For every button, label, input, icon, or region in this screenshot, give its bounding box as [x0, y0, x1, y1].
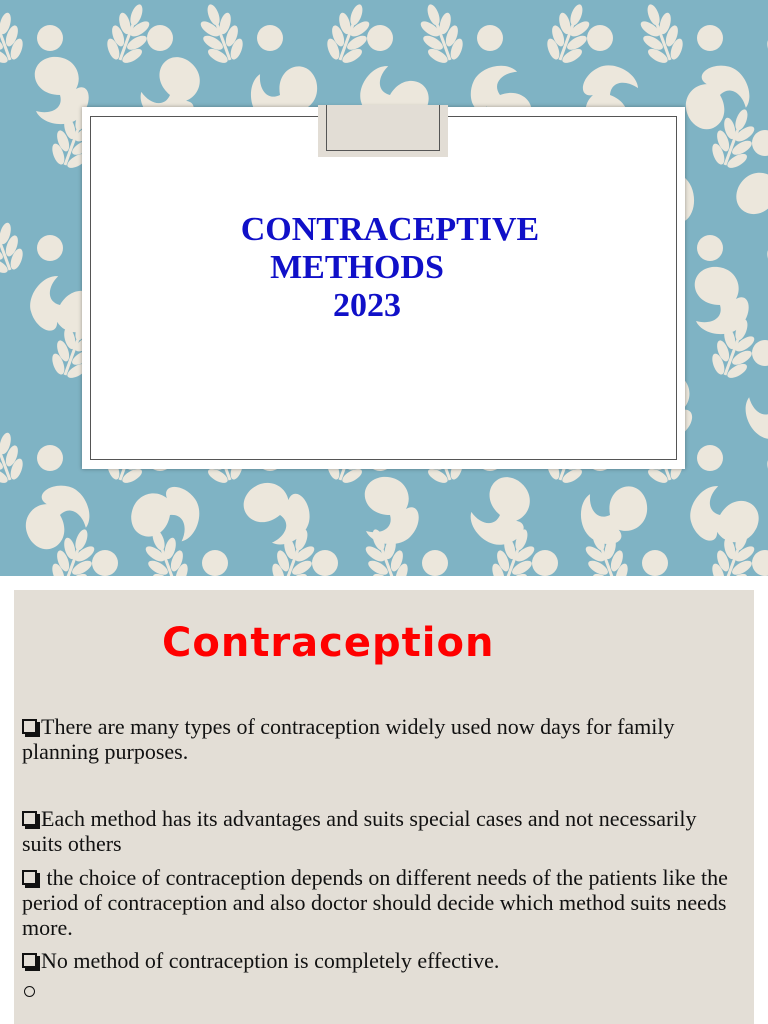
- paisley-swirl-icon: [737, 369, 768, 449]
- dot-icon: [752, 340, 768, 366]
- dot-icon: [532, 550, 558, 576]
- hollow-square-bullet-icon: [22, 953, 37, 968]
- paisley-swirl-icon: [729, 156, 768, 236]
- bullet-item: No method of contraception is completely effective.: [22, 948, 742, 973]
- leaf-sprig-icon: [630, 0, 691, 71]
- content-slide[interactable]: [0, 576, 768, 1024]
- leaf-sprig-icon: [759, 207, 768, 280]
- dot-icon: [697, 235, 723, 261]
- dot-icon: [642, 550, 668, 576]
- dot-icon: [257, 25, 283, 51]
- dot-icon: [312, 550, 338, 576]
- paisley-swirl-icon: [577, 484, 653, 549]
- leaf-sprig-icon: [0, 417, 31, 490]
- bullet-item: Each method has its advantages and suits special cases and not necessarily suits others: [22, 806, 697, 856]
- hollow-square-bullet-icon: [22, 811, 37, 826]
- dot-icon: [37, 25, 63, 51]
- empty-bullet-circle-icon: [24, 986, 35, 997]
- leaf-sprig-icon: [0, 207, 31, 280]
- content-panel: [14, 590, 754, 1024]
- dot-icon: [697, 445, 723, 471]
- bullet-item: There are many types of contraception widely used now days for family planning purposes.: [22, 714, 675, 764]
- bullet-list: [22, 714, 742, 973]
- hollow-square-bullet-icon: [22, 870, 37, 885]
- title-line-2: METHODS: [270, 249, 444, 286]
- paisley-swirl-icon: [462, 470, 547, 556]
- leaf-sprig-icon: [0, 0, 31, 71]
- bullet-item: the choice of contraception depends on different needs of the patients like the period of contraception and also doctor should decide which method suits needs more.: [22, 865, 728, 940]
- dot-icon: [587, 25, 613, 51]
- dot-icon: [477, 25, 503, 51]
- slide-title: [82, 211, 662, 325]
- title-card: [82, 107, 685, 469]
- dot-icon: [92, 550, 118, 576]
- leaf-sprig-icon: [410, 0, 471, 71]
- title-card-tab: [318, 105, 448, 157]
- slide-heading: Contraception: [162, 620, 495, 666]
- dot-icon: [147, 25, 173, 51]
- dot-icon: [37, 445, 63, 471]
- leaf-sprig-icon: [190, 0, 251, 71]
- title-line-3: 2023: [333, 287, 401, 324]
- dot-icon: [202, 550, 228, 576]
- dot-icon: [367, 25, 393, 51]
- dot-icon: [697, 25, 723, 51]
- dot-icon: [752, 130, 768, 156]
- title-line-1: CONTRACEPTIVE: [240, 211, 540, 248]
- paisley-swirl-icon: [128, 480, 204, 545]
- dot-icon: [752, 550, 768, 576]
- leaf-sprig-icon: [759, 0, 768, 71]
- hollow-square-bullet-icon: [22, 719, 37, 734]
- paisley-swirl-icon: [236, 467, 321, 553]
- dot-icon: [422, 550, 448, 576]
